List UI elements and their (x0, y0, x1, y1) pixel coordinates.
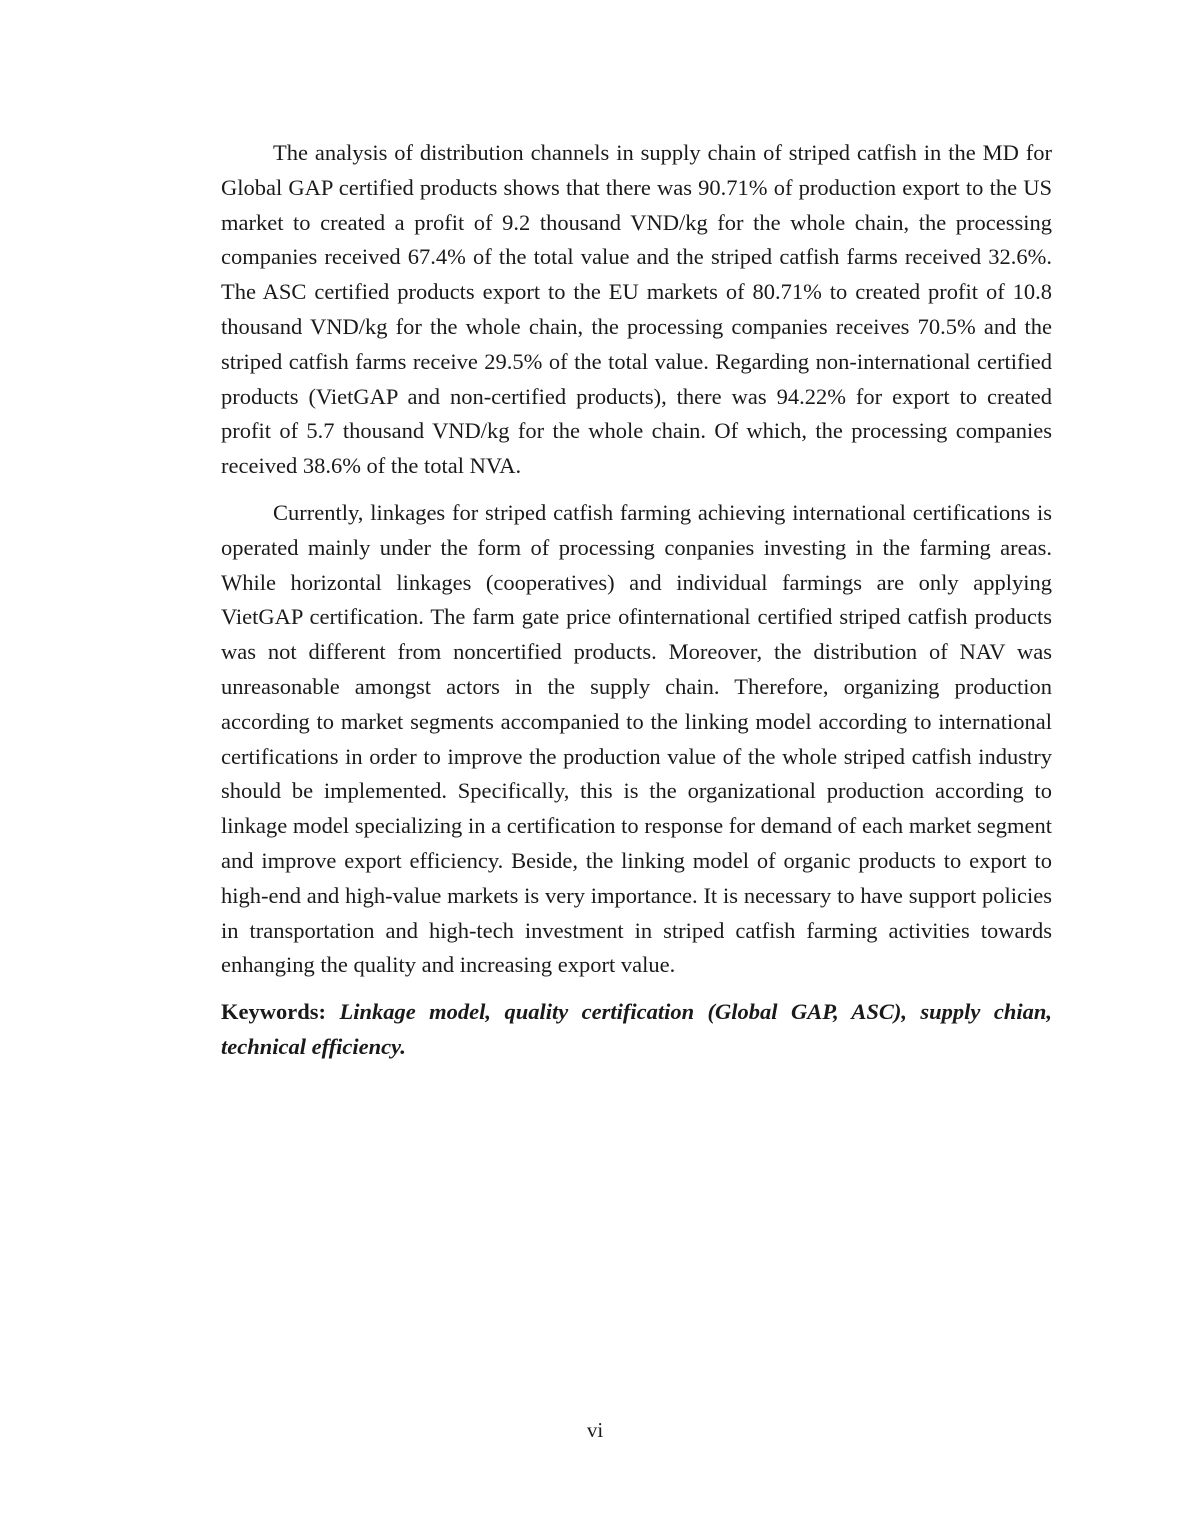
abstract-body (221, 136, 1052, 1065)
keywords-text: Linkage model, quality certification (Global GAP, ASC), supply chian, technical efficiency. (221, 999, 1052, 1059)
keywords-line (221, 995, 1052, 1065)
page-number: vi (586, 1418, 604, 1442)
paragraph-linkages: Currently, linkages for striped catfish farming achieving international certifications is operated mainly under the form of processing conpanies investing in the farming areas. While horizontal linkages (cooperatives) and individual farmings are only applying VietGAP certification. The farm gate price ofinternational certified striped catfish products was not different from noncertified products. Moreover, the distribution of NAV was unreasonable amongst actors in the supply chain. Therefore, organizing production according to market segments accompanied to the linking model according to international certifications in order to improve the production value of the whole striped catfish industry should be implemented. Specifically, this is the organizational production according to linkage model specializing in a certification to response for demand of each market segment and improve export efficiency. Beside, the linking model of organic products to export to high-end and high-value markets is very importance. It is necessary to have support policies in transportation and high-tech investment in striped catfish farming activities towards enhanging the quality and increasing export value. (221, 499, 1052, 978)
keywords-label: Keywords: (221, 999, 326, 1025)
paragraph-distribution-channels: The analysis of distribution channels in supply chain of striped catfish in the MD for Global GAP certified products shows that there was 90.71% of production export to the US market to created a profit of 9.2 thousand VND/kg for the whole chain, the processing companies received 67.4% of the total value and the striped catfish farms received 32.6%. The ASC certified products export to the EU markets of 80.71% to created profit of 10.8 thousand VND/kg for the whole chain, the processing companies receives 70.5% and the striped catfish farms receive 29.5% of the total value. Regarding non-international certified products (VietGAP and non-certified products), there was 94.22% for export to created profit of 5.7 thousand VND/kg for the whole chain. Of which, the processing companies received 38.6% of the total NVA. (221, 140, 1052, 479)
